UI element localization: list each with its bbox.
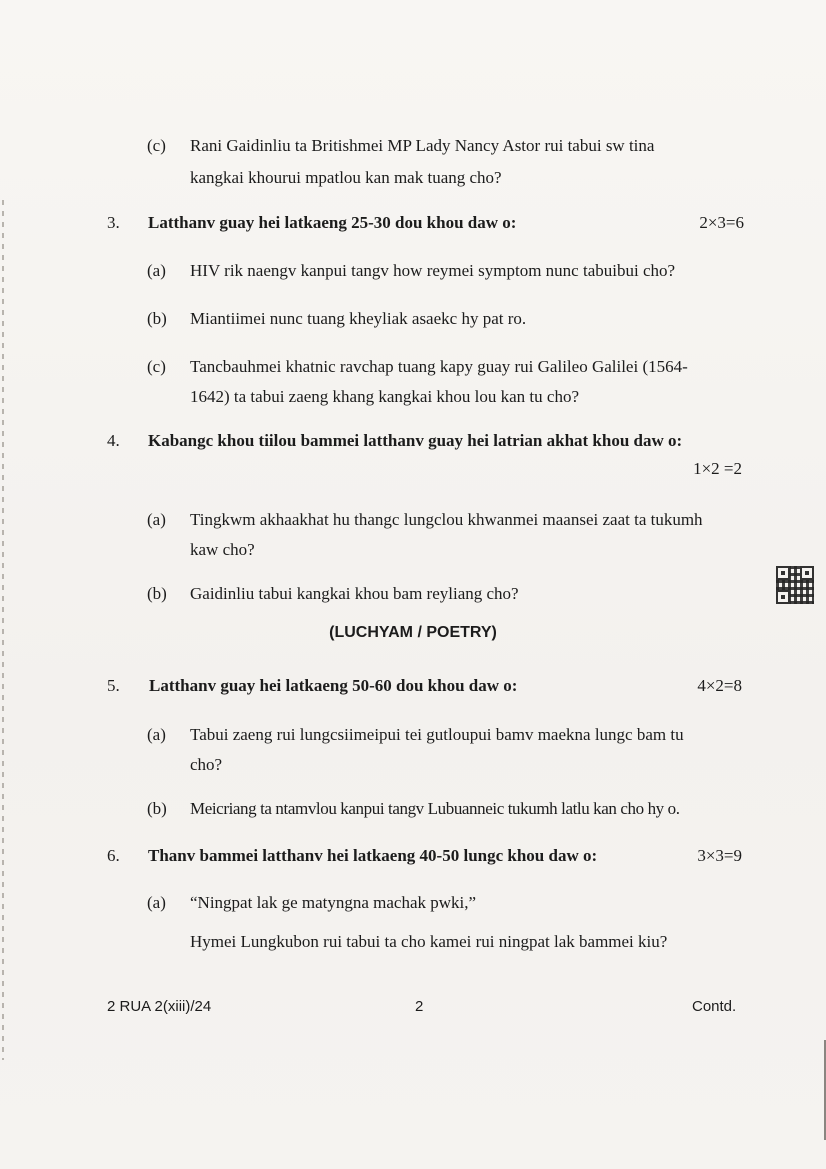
q6-number: 6.	[107, 846, 120, 865]
q6-stem: Thanv bammei latthanv hei latkaeng 40-50 lungc khou daw o:	[148, 846, 598, 865]
q5-stem: Latthanv guay hei latkaeng 50-60 dou khou daw o:	[149, 676, 518, 695]
q4-number: 4.	[107, 431, 120, 450]
q4b-text: Gaidinliu tabui kangkai khou bam reyliang cho?	[190, 584, 519, 603]
qr-code-icon	[776, 566, 814, 604]
page-number: 2	[415, 998, 424, 1015]
q5a-label: (a)	[147, 725, 166, 744]
q3c-label: (c)	[147, 357, 166, 376]
q3c-text-line1: Tancbauhmei khatnic ravchap tuang kapy guay rui Galileo Galilei (1564-	[190, 357, 688, 376]
continued-label: Contd.	[692, 998, 737, 1015]
q4a-text-line1: Tingkwm akhaakhat hu thangc lungclou khwanmei maansei zaat ta tukumh	[190, 510, 703, 529]
q6a-text: Hymei Lungkubon rui tabui ta cho kamei rui ningpat lak bammei kiu?	[190, 932, 668, 951]
q2c-label: (c)	[147, 136, 166, 155]
q6a-label: (a)	[147, 893, 166, 912]
q6a-quote: “Ningpat lak ge matyngna machak pwki,”	[190, 893, 477, 912]
paper-code: 2 RUA 2(xiii)/24	[107, 998, 212, 1015]
q4-marks: 1×2 =2	[693, 459, 742, 478]
section-heading-poetry: (LUCHYAM / POETRY)	[329, 624, 497, 641]
q3a-text: HIV rik naengv kanpui tangv how reymei symptom nunc tabuibui cho?	[190, 261, 676, 280]
q5b-label: (b)	[147, 799, 167, 818]
q5a-text-line1: Tabui zaeng rui lungcsiimeipui tei gutloupui bamv maekna lungc bam tu	[190, 725, 684, 744]
q3-stem: Latthanv guay hei latkaeng 25-30 dou khou daw o:	[148, 213, 517, 232]
q3-number: 3.	[107, 213, 120, 232]
q6-marks: 3×3=9	[697, 846, 742, 865]
q3c-text-line2: 1642) ta tabui zaeng khang kangkai khou lou kan tu cho?	[190, 387, 579, 406]
q5-number: 5.	[107, 676, 120, 695]
q3a-label: (a)	[147, 261, 166, 280]
q4-stem: Kabangc khou tiilou bammei latthanv guay hei latrian akhat khou daw o:	[148, 431, 683, 450]
q3b-text: Miantiimei nunc tuang kheyliak asaekc hy pat ro.	[190, 309, 527, 328]
q4b-label: (b)	[147, 584, 167, 603]
q4a-label: (a)	[147, 510, 166, 529]
q5a-text-line2: cho?	[190, 755, 223, 774]
q5-marks: 4×2=8	[697, 676, 742, 695]
q5b-text: Meicriang ta ntamvlou kanpui tangv Lubuanneic tukumh latlu kan cho hy o.	[190, 799, 680, 818]
q3b-label: (b)	[147, 309, 167, 328]
q4a-text-line2: kaw cho?	[190, 540, 255, 559]
q2c-text-line2: kangkai khourui mpatlou kan mak tuang cho?	[190, 168, 502, 187]
q2c-text-line1: Rani Gaidinliu ta Britishmei MP Lady Nancy Astor rui tabui sw tina	[190, 136, 655, 155]
q3-marks: 2×3=6	[699, 213, 744, 232]
